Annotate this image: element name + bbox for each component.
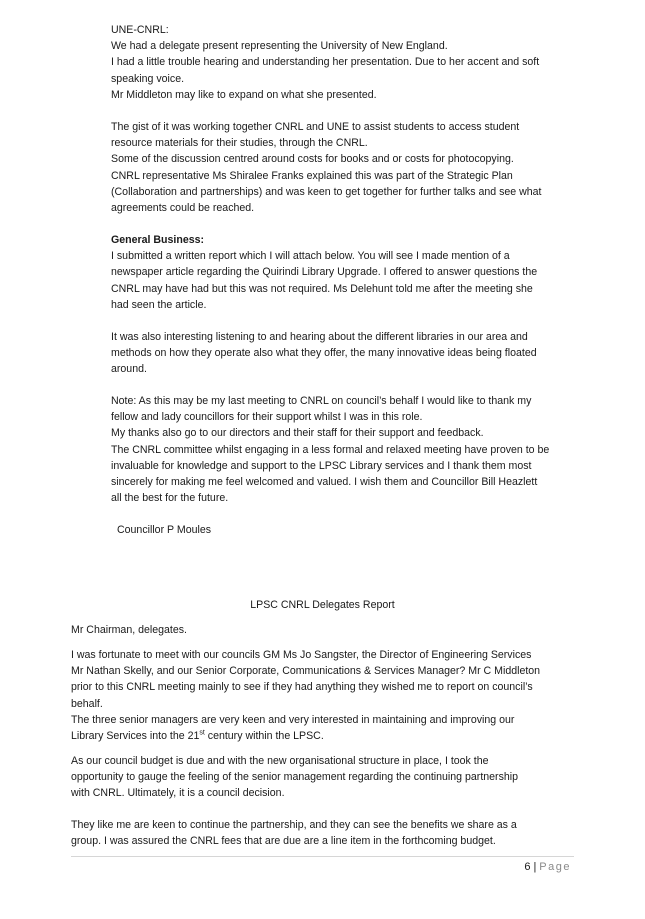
page-number: 6 — [524, 861, 531, 873]
text-line: fellow and lady councillors for their support whilst I was in this role. — [111, 411, 423, 424]
general-business-heading: General Business: — [111, 234, 205, 246]
text-line: sincerely for making me feel welcomed and valued. I wish them and Councillor Bill Heazlett — [111, 476, 538, 489]
text-line: speaking voice. — [111, 72, 185, 85]
text-line: It was also interesting listening to and hearing about the different libraries in our area and — [111, 331, 528, 343]
text-line: resource materials for their studies, through the CNRL. — [111, 137, 368, 150]
text-line: I submitted a written report which I will attach below. You will see I made mention of a — [111, 250, 510, 263]
text-line: newspaper article regarding the Quirindi Library Upgrade. I offered to answer questions the — [111, 266, 538, 279]
footer-separator: | — [533, 861, 537, 873]
libraries-paragraph — [111, 329, 581, 378]
text-line — [71, 728, 581, 744]
text-line: (Collaboration and partnerships) and was keen to get together for further talks and see what — [111, 185, 542, 198]
ordinal-suffix: st — [199, 729, 205, 737]
text-line: My thanks also go to our directors and their staff for their support and feedback. — [111, 427, 484, 440]
text-line: had seen the article. — [111, 298, 207, 311]
text-line: The three senior managers are very keen and very interested in maintaining and improving our — [71, 713, 515, 726]
text-line: Some of the discussion centred around costs for books and or costs for photocopying. — [111, 153, 514, 166]
text-line: methods on how they operate also what they offer, the many innovative ideas being floated — [111, 347, 537, 360]
text-line: The gist of it was working together CNRL and UNE to assist students to access student — [111, 121, 520, 133]
page-footer — [524, 860, 571, 874]
text-line: I had a little trouble hearing and understanding her presentation. Due to her accent and soft — [111, 56, 540, 69]
text-fragment: Library Services into the 21 — [71, 730, 200, 743]
text-line: invaluable for knowledge and support to the LPSC Library services and I thank them most — [111, 459, 532, 472]
report-paragraph-2 — [71, 753, 581, 802]
text-line: opportunity to gauge the feeling of the senior management regarding the continuing partnership — [71, 771, 519, 784]
text-line: CNRL representative Ms Shiralee Franks explained this was part of the Strategic Plan — [111, 169, 513, 182]
salutation-text: Mr Chairman, delegates. — [71, 624, 187, 636]
text-line: with CNRL. Ultimately, it is a council decision. — [71, 787, 285, 800]
text-fragment: century within the LPSC. — [204, 730, 324, 743]
page-label: Page — [539, 861, 571, 873]
signature — [117, 522, 211, 538]
text-line: We had a delegate present representing the University of New England. — [111, 40, 448, 53]
text-line: group. I was assured the CNRL fees that are due are a line item in the forthcoming budget. — [71, 835, 496, 848]
text-line: Note: As this may be my last meeting to CNRL on council’s behalf I would like to thank my — [111, 395, 532, 407]
report-title: LPSC CNRL Delegates Report — [250, 599, 395, 611]
salutation — [71, 622, 581, 638]
text-line: around. — [111, 363, 147, 376]
text-line: Mr Nathan Skelly, and our Senior Corporate, Communications & Services Manager? Mr C Middleton — [71, 665, 541, 678]
general-business-section — [111, 232, 581, 313]
gist-paragraph — [111, 119, 581, 216]
text-line: agreements could be reached. — [111, 202, 255, 215]
text-line: They like me are keen to continue the partnership, and they can see the benefits we share as a — [71, 819, 517, 831]
text-line: I was fortunate to meet with our councils GM Ms Jo Sangster, the Director of Engineering Services — [71, 649, 532, 661]
signature-text: Councillor P Moules — [117, 524, 212, 536]
text-line: CNRL may have had but this was not required. Ms Delehunt told me after the meeting she — [111, 282, 533, 295]
text-line: Mr Middleton may like to expand on what she presented. — [111, 88, 377, 101]
text-line: prior to this CNRL meeting mainly to see if they had anything they wished me to report on council’s — [71, 681, 533, 694]
text-line: behalf. — [71, 697, 103, 710]
report-paragraph-3 — [71, 817, 581, 849]
une-cnrl-section — [111, 22, 581, 103]
note-paragraph — [111, 393, 581, 506]
footer-divider — [71, 856, 574, 857]
text-line: all the best for the future. — [111, 492, 229, 505]
report-paragraph-1 — [71, 647, 581, 744]
text-line: As our council budget is due and with the new organisational structure in place, I took the — [71, 755, 489, 767]
une-cnrl-heading: UNE-CNRL: — [111, 24, 169, 36]
text-line: The CNRL committee whilst engaging in a less formal and relaxed meeting have proven to be — [111, 443, 550, 456]
